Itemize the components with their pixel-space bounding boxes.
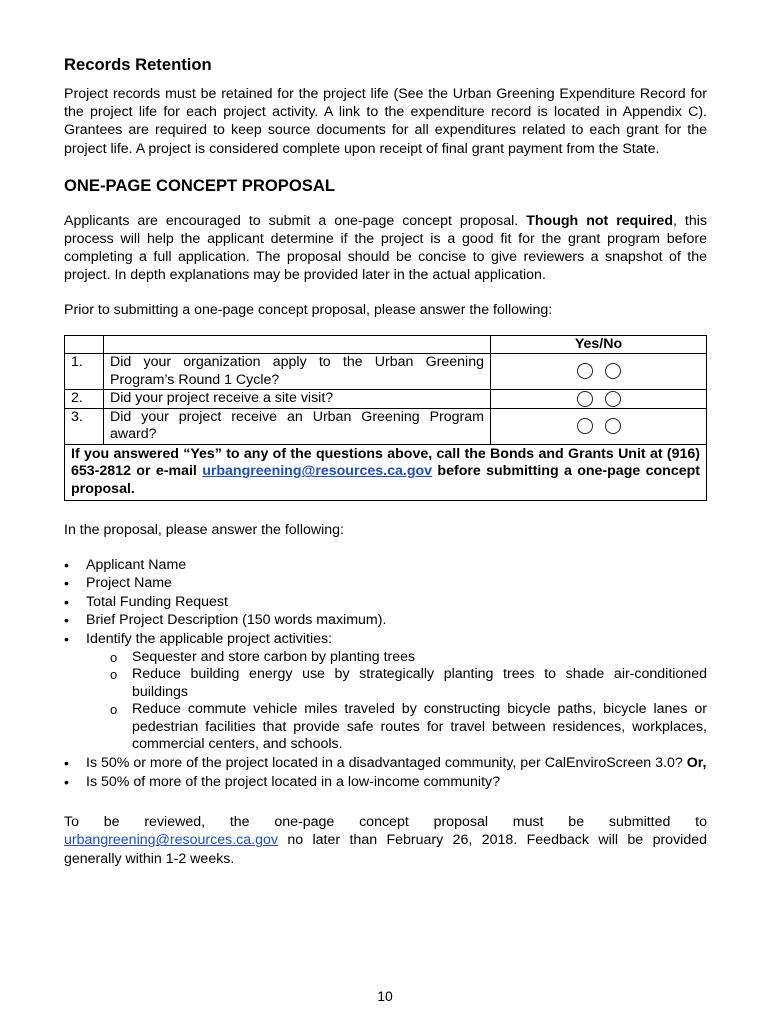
sub-list-item: o Sequester and store carbon by planting trees: [86, 649, 707, 667]
concept-intro-text-1: Applicants are encouraged to submit a one-page concept proposal.: [64, 212, 527, 229]
list-item: • Total Funding Request: [64, 593, 707, 612]
header-question-cell: [104, 335, 491, 354]
question-number: 2.: [65, 390, 104, 409]
closing-paragraph: [64, 813, 707, 868]
yes-radio[interactable]: [577, 418, 593, 434]
note-text-1: If you answered “Yes” to any of the questions above, call the Bonds and Grants Unit at (916) 653-2812 or e-mail: [71, 445, 700, 480]
records-retention-body: Project records must be retained for the project life (See the Urban Greening Expenditure Record for the project life for each project activity. A link to the expenditure record is located in Appendix C). Grantees are required to keep source documents for all expenditures related to each grant for the project life. A project is considered complete upon receipt of final grant payment from the State.: [64, 86, 707, 157]
disadvantaged-question: Is 50% or more of the project located in a disadvantaged community, per CalEnviroScreen 3.0?: [86, 755, 683, 772]
no-radio[interactable]: [605, 363, 621, 379]
question-number: 1.: [65, 354, 104, 390]
page-content: [64, 55, 707, 868]
closing-email-link[interactable]: urbangreening@resources.ca.gov: [64, 832, 278, 849]
concept-proposal-heading: ONE-PAGE CONCEPT PROPOSAL: [64, 175, 336, 195]
list-item-activities: [64, 630, 707, 754]
sub-list-item: o Reduce building energy use by strategically planting trees to shade air-conditioned buildings: [86, 666, 707, 701]
activities-label: Identify the applicable project activities:: [86, 630, 333, 647]
records-retention-heading: Records Retention: [64, 55, 212, 74]
yes-no-cell: [491, 390, 707, 409]
list-item: • Project Name: [64, 574, 707, 593]
activities-sublist: [86, 649, 707, 755]
proposal-intro: In the proposal, please answer the following:: [64, 522, 344, 539]
table-row: [65, 354, 707, 390]
yes-no-cell: [491, 354, 707, 390]
question-text: Did your project receive a site visit?: [104, 390, 491, 409]
list-item: • Applicant Name: [64, 556, 707, 575]
list-item: • Brief Project Description (150 words maximum).: [64, 611, 707, 630]
yes-no-header: Yes/No: [491, 335, 707, 354]
yes-radio[interactable]: [577, 391, 593, 407]
header-num-cell: [65, 335, 104, 354]
closing-text-1: To be reviewed, the one-page concept proposal must be submitted to: [64, 814, 707, 831]
table-note-row: [65, 444, 707, 501]
no-radio[interactable]: [605, 391, 621, 407]
note-email-link[interactable]: urbangreening@resources.ca.gov: [202, 463, 433, 480]
table-header-row: [65, 335, 707, 354]
table-note: [65, 444, 707, 501]
closing-text-2: no later than February 26, 2018. Feedback will be provided generally within 1-2 weeks.: [64, 832, 707, 867]
table-row: [65, 390, 707, 409]
question-text: Did your project receive an Urban Greening Program award?: [104, 408, 491, 444]
concept-intro-bold: Though not required: [526, 212, 673, 229]
question-text: Did your organization apply to the Urban Greening Program’s Round 1 Cycle?: [104, 354, 491, 390]
disadvantaged-or: Or,: [686, 755, 707, 772]
list-item-disadvantaged: [64, 754, 707, 773]
concept-intro: [64, 212, 707, 285]
yes-radio[interactable]: [577, 363, 593, 379]
table-row: [65, 408, 707, 444]
proposal-items-list: [64, 556, 707, 792]
list-item: • Is 50% of more of the project located in a low-income community?: [64, 773, 707, 792]
prior-instruction: Prior to submitting a one-page concept proposal, please answer the following:: [64, 301, 553, 318]
note-text-2: before submitting a one-page concept proposal.: [71, 463, 700, 497]
no-radio[interactable]: [605, 418, 621, 434]
sub-list-item: o Reduce commute vehicle miles traveled by constructing bicycle paths, bicycle lanes or pedestrian facilities that provide safe routes for travel between residences, workplaces, commercial centers, and schools.: [86, 701, 707, 754]
eligibility-questions-table: [64, 335, 707, 502]
question-number: 3.: [65, 408, 104, 444]
page-number: 10: [377, 988, 393, 1004]
concept-intro-text-2: , this process will help the applicant determine if the project is a good fit for the grant program before completing a full application. The proposal should be concise to give reviewers a snapshot of the project. In depth explanations may be provided later in the actual application.: [64, 212, 707, 284]
yes-no-cell: [491, 408, 707, 444]
